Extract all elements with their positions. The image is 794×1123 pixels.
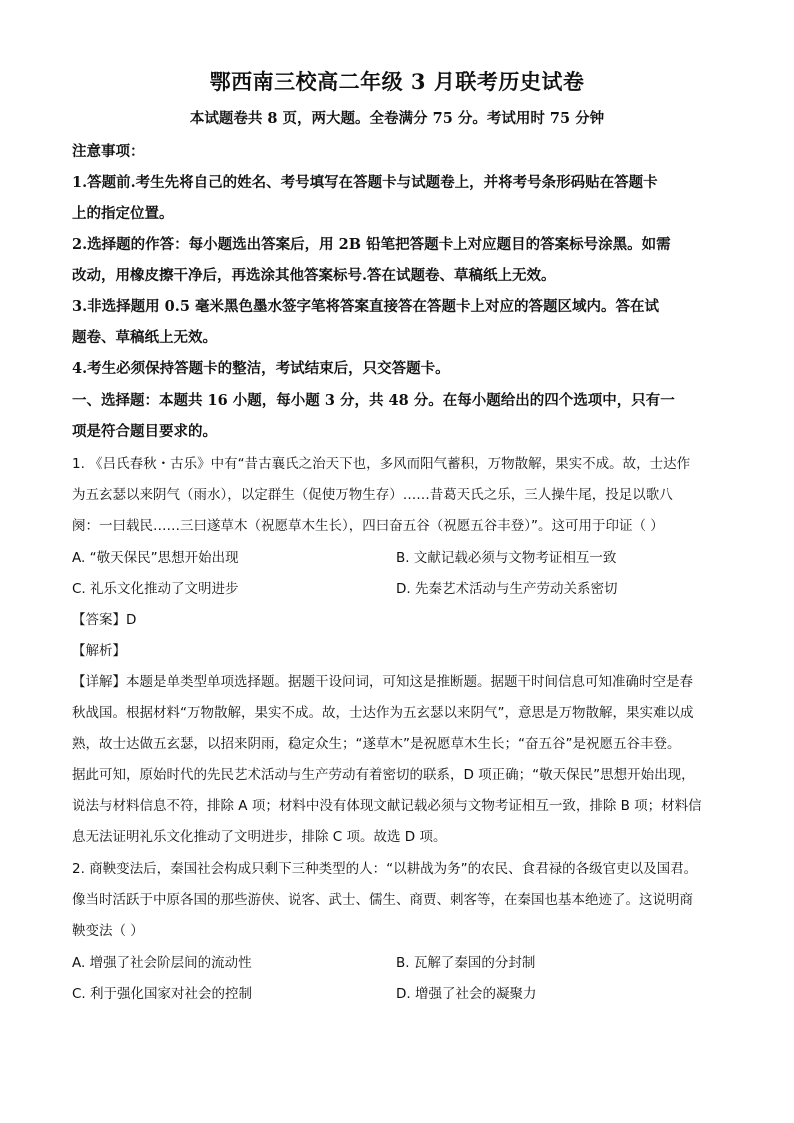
q2-stem-line-3: 鞅变法（ ） <box>72 923 144 939</box>
q1-detail-line-1: 【详解】本题是单类型单项选择题。据题干设问词，可知这是推断题。据题干时间信息可知准确时空是春 <box>72 674 693 690</box>
q1-option-d: D. 先秦艺术活动与生产劳动关系密切 <box>396 581 618 597</box>
note-2-line-2: 改动，用橡皮擦干净后，再选涂其他答案标号.答在试题卷、草稿纸上无效。 <box>72 267 556 284</box>
notes-heading: 注意事项： <box>72 143 145 160</box>
note-3-line-2: 题卷、草稿纸上无效。 <box>72 329 217 346</box>
q2-option-a: A. 增强了社会阶层间的流动性 <box>72 955 252 971</box>
q1-option-c: C. 礼乐文化推动了文明进步 <box>72 581 239 597</box>
note-3-line-1: 3.非选择题用 0.5 毫米黑色墨水签字笔将答案直接答在答题卡上对应的答题区域内。答在试 <box>72 298 659 315</box>
note-4-line-1: 4.考生必须保持答题卡的整洁，考试结束后，只交答题卡。 <box>72 360 450 377</box>
note-1-line-2: 上的指定位置。 <box>72 205 174 222</box>
q1-detail-line-3: 熟，故士达做五玄瑟，以招来阴雨，稳定众生；“遂草木”是祝愿草木生长；“奋五谷”是祝愿五谷丰登。 <box>72 736 681 752</box>
q1-detail-line-6: 息无法证明礼乐文化推动了文明进步，排除 C 项。故选 D 项。 <box>72 829 447 845</box>
q1-detail-line-2: 秋战国。根据材料“万物散解，果实不成。故，士达作为五玄瑟以来阴气”，意思是万物散解，果实难以成 <box>72 705 694 721</box>
q2-option-d: D. 增强了社会的凝聚力 <box>396 986 537 1002</box>
q1-option-a: A. “敬天保民”思想开始出现 <box>72 550 239 566</box>
q1-stem-line-2: 为五玄瑟以来阴气（雨水），以定群生（促使万物生存）……昔葛天氏之乐，三人操牛尾，投足以歌八 <box>72 487 673 503</box>
q1-option-b: B. 文献记载必须与文物考证相互一致 <box>396 550 617 566</box>
q1-answer: 【答案】D <box>72 612 137 628</box>
note-1-line-1: 1.答题前.考生先将自己的姓名、考号填写在答题卡与试题卷上，并将考号条形码贴在答题卡 <box>72 174 658 191</box>
q1-stem-line-1: 1. 《吕氏春秋・古乐》中有“昔古襄氏之治天下也，多风而阳气蓄积，万物散解，果实不成。故，士达作 <box>72 456 691 472</box>
q2-stem-line-1: 2. 商鞅变法后，秦国社会构成只剩下三种类型的人：“以耕战为务”的农民、食君禄的各级官吏以及国君。 <box>72 861 698 877</box>
exam-info: 本试题卷共 8 页，两大题。全卷满分 75 分。考试用时 75 分钟 <box>189 110 605 127</box>
note-2-line-1: 2.选择题的作答：每小题选出答案后，用 2B 铅笔把答题卡上对应题目的答案标号涂黑。如需 <box>72 236 671 253</box>
q1-detail-line-4: 据此可知，原始时代的先民艺术活动与生产劳动有着密切的联系，D 项正确；“敬天保民”思想开始出现， <box>72 767 695 783</box>
page-title: 鄂西南三校高二年级 3 月联考历史试卷 <box>209 69 585 94</box>
section-heading-line-1: 一、选择题：本题共 16 小题，每小题 3 分，共 48 分。在每小题给出的四个选项中，只有一 <box>72 392 675 409</box>
q1-stem-line-3: 阕：一曰载民……三曰遂草木（祝愿草木生长），四曰奋五谷（祝愿五谷丰登）”。这可用于印证（ ） <box>72 518 664 534</box>
q2-stem-line-2: 像当时活跃于中原各国的那些游侠、说客、武士、儒生、商贾、刺客等，在秦国也基本绝迹了。这说明商 <box>72 892 693 908</box>
q1-detail-line-5: 说法与材料信息不符，排除 A 项；材料中没有体现文献记载必须与文物考证相互一致，排除 B 项；材料信 <box>72 798 702 814</box>
q2-option-b: B. 瓦解了秦国的分封制 <box>396 955 536 971</box>
section-heading-line-2: 项是符合题目要求的。 <box>72 423 217 440</box>
q2-option-c: C. 利于强化国家对社会的控制 <box>72 986 253 1002</box>
q1-analysis-label: 【解析】 <box>72 643 126 659</box>
